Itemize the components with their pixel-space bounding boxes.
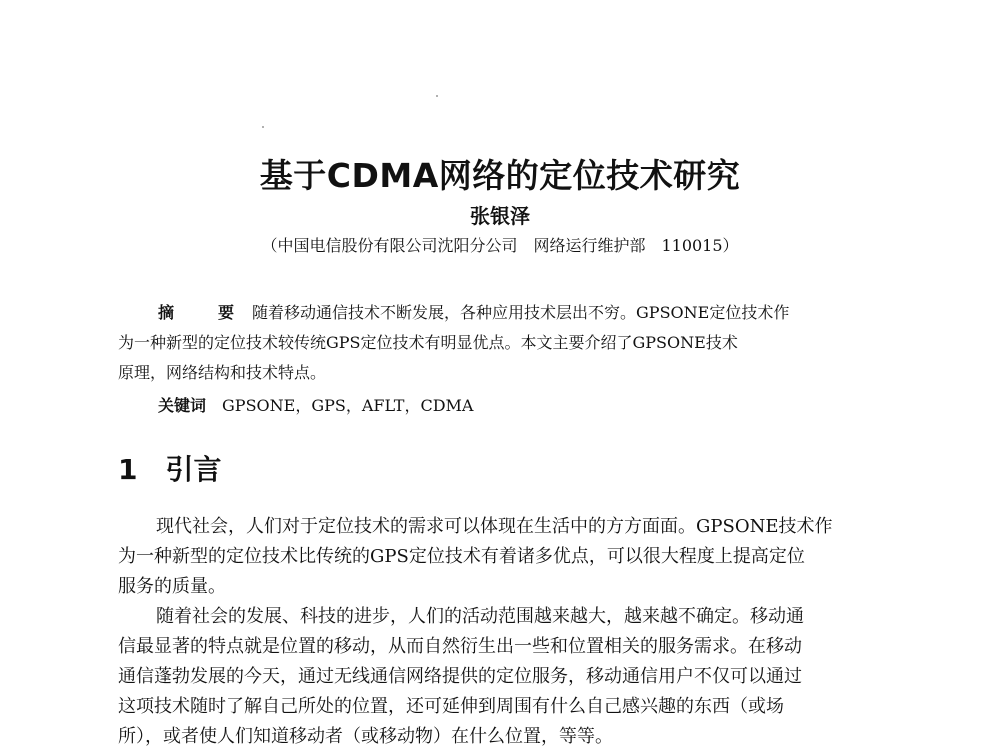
body-line: 所），或者使人们知道移动者（或移动物）在什么位置，等等。 (118, 726, 613, 747)
section-heading (118, 448, 222, 488)
body-text (118, 512, 898, 752)
scan-speck (262, 126, 264, 128)
paper-title: 基于CDMA网络的定位技术研究 (259, 156, 741, 195)
abstract-line (118, 298, 898, 328)
body-line: 为一种新型的定位技术比传统的GPS定位技术有着诸多优点，可以很大程度上提高定位 (118, 546, 805, 567)
body-line: 信最显著的特点就是位置的移动，从而自然衍生出一些和位置相关的服务需求。在移动 (118, 636, 802, 657)
abstract-block (118, 298, 898, 388)
body-line: 服务的质量。 (118, 576, 226, 597)
body-line: 现代社会，人们对于定位技术的需求可以体现在生活中的方方面面。GPSONE技术作 (156, 516, 833, 537)
abstract-label: 摘 要 (158, 303, 249, 322)
keywords-label: 关键词 (158, 396, 207, 415)
author-affiliation: （中国电信股份有限公司沈阳分公司 网络运行维护部 110015） (261, 236, 739, 255)
body-line: 这项技术随时了解自己所处的位置，还可延伸到周围有什么自己感兴趣的东西（或场 (118, 696, 784, 717)
section-number: 1 (118, 453, 138, 486)
keywords-line (158, 393, 474, 416)
abstract-text: 随着移动通信技术不断发展，各种应用技术层出不穷。GPSONE定位技术作 (252, 303, 790, 322)
body-line: 随着社会的发展、科技的进步，人们的活动范围越来越大，越来越不确定。移动通 (156, 606, 804, 627)
keywords-text: GPSONE，GPS，AFLT，CDMA (222, 396, 474, 415)
body-line: 通信蓬勃发展的今天，通过无线通信网络提供的定位服务，移动通信用户不仅可以通过 (118, 666, 802, 687)
author-name: 张银泽 (470, 204, 530, 228)
abstract-line: 原理，网络结构和技术特点。 (118, 363, 327, 382)
scan-speck (436, 95, 438, 97)
abstract-line: 为一种新型的定位技术较传统GPS定位技术有明显优点。本文主要介绍了GPSONE技术 (118, 333, 738, 352)
section-title: 引言 (165, 453, 222, 486)
